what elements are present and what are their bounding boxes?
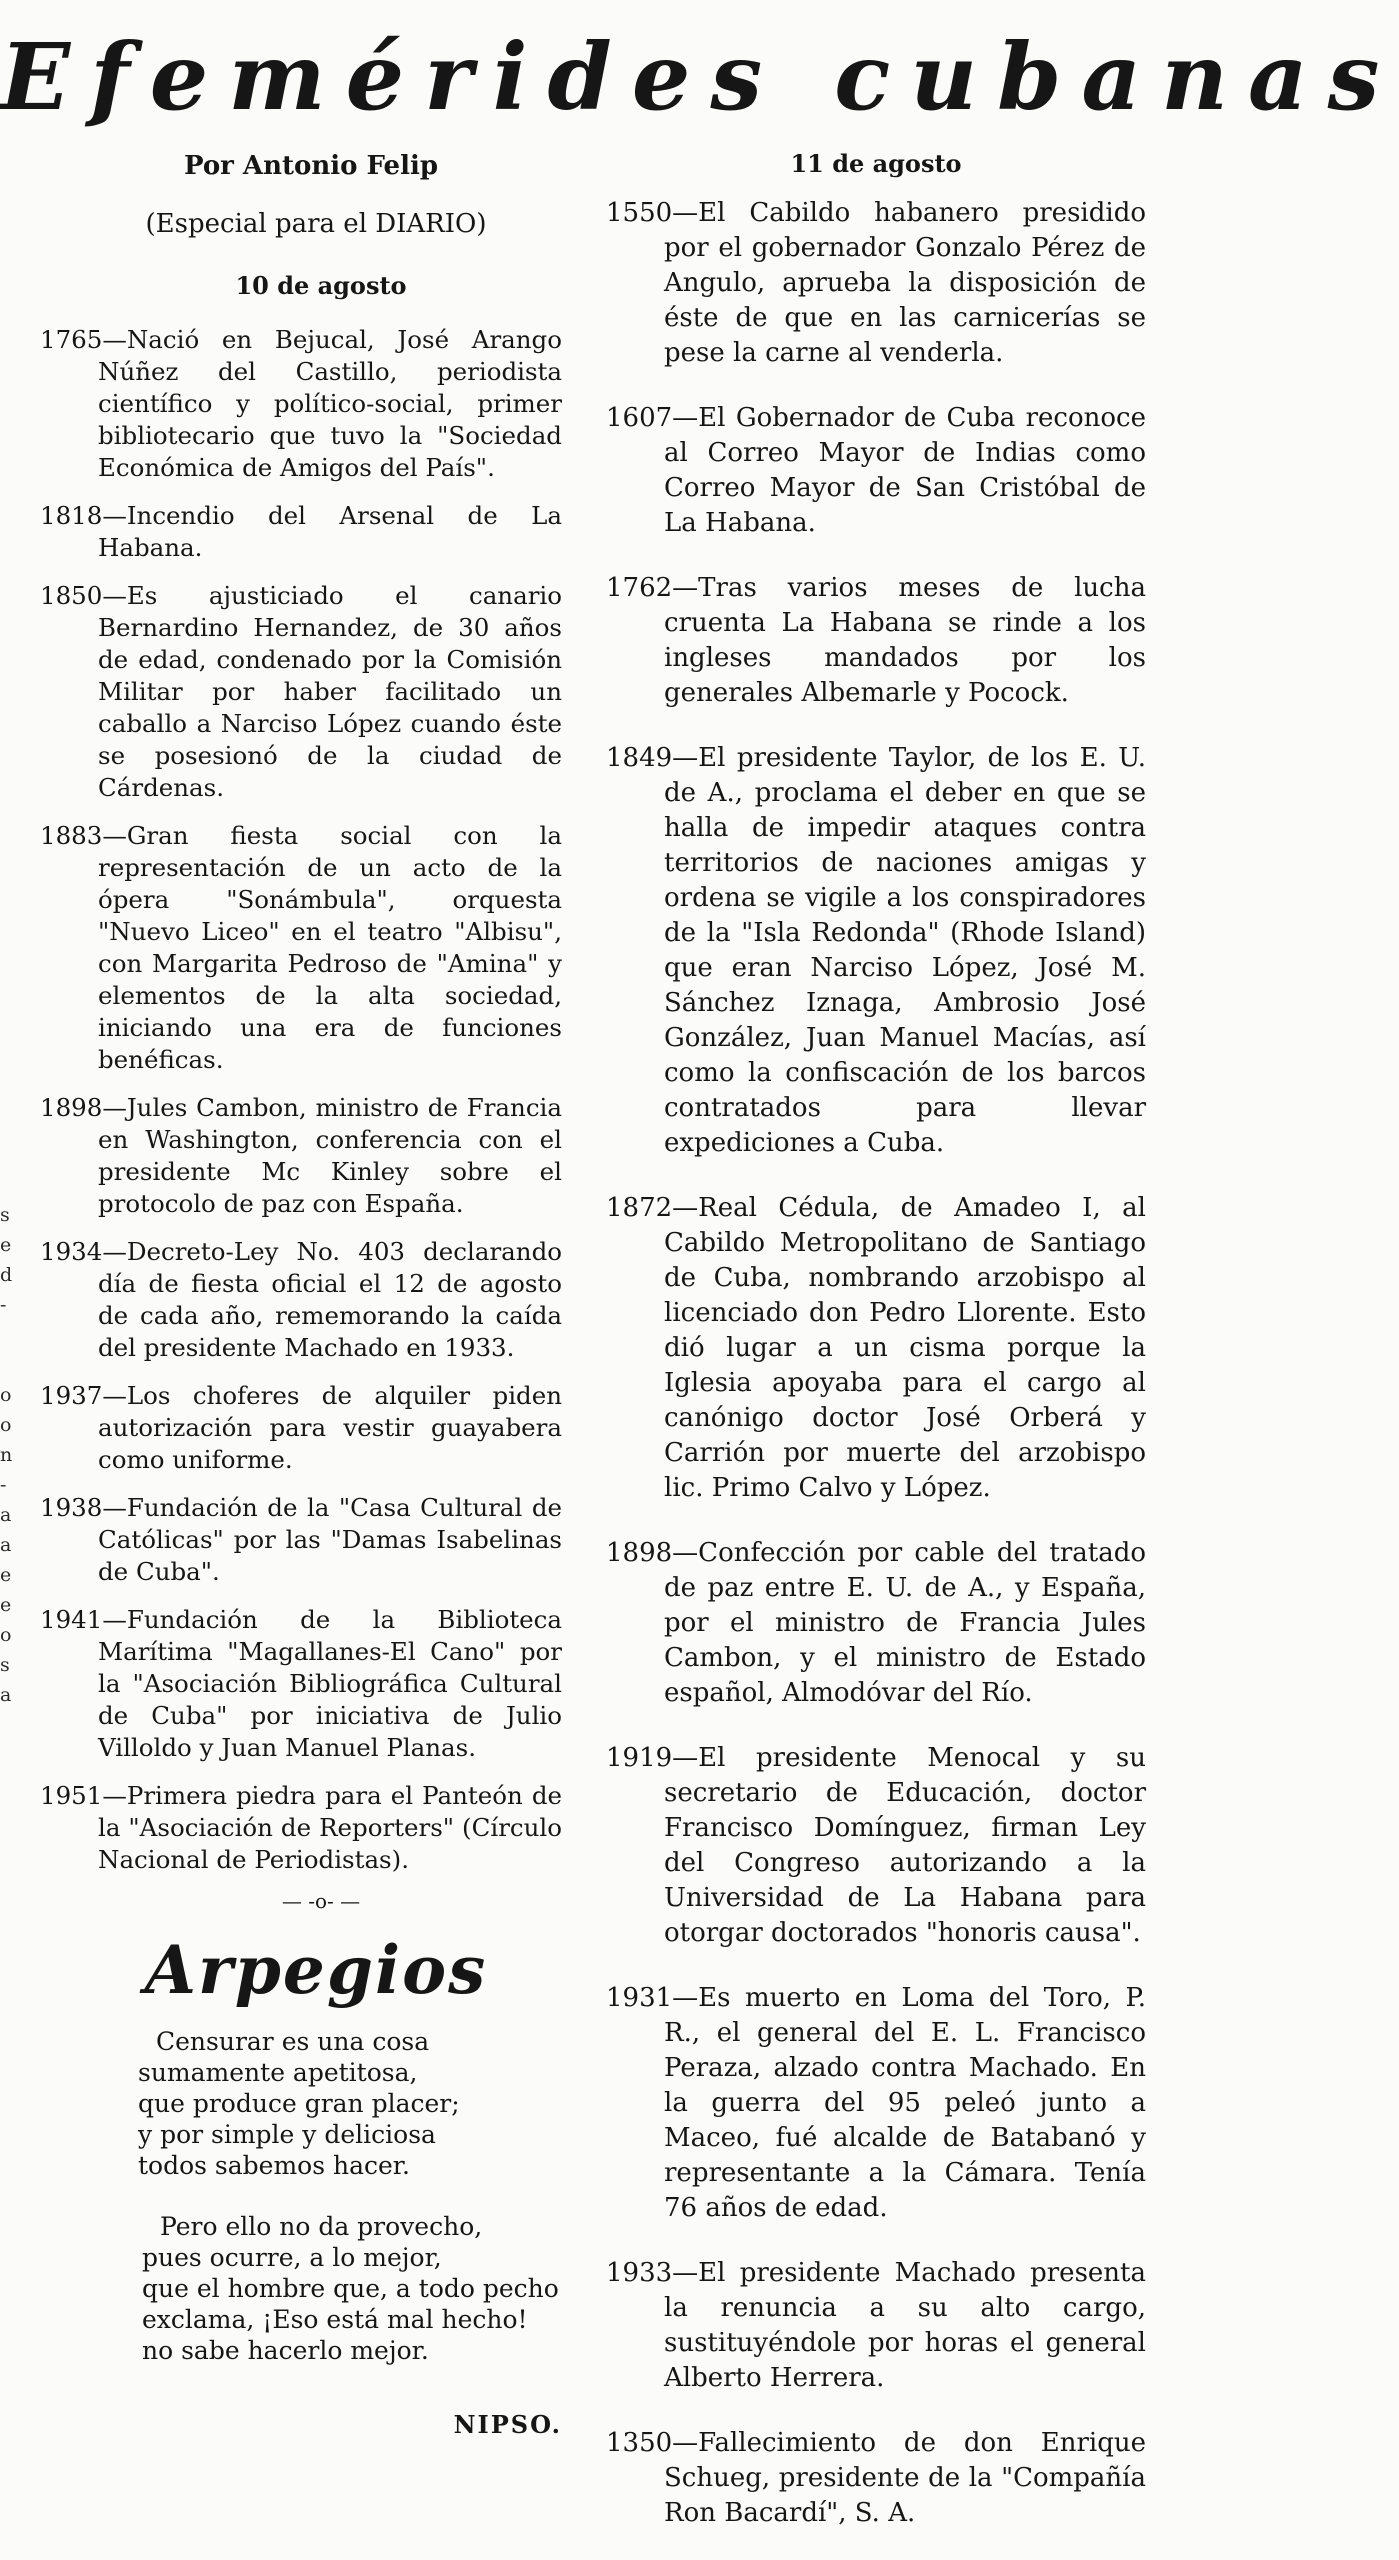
ephemeris-entry: 1941—Fundación de la Biblioteca Marítima "Magallanes-El Cano" por la "Asociación Bibliográfica Cultural de Cuba" por iniciativa de Julio Villoldo y Juan Manuel Planas.: [40, 1605, 562, 1762]
ephemeris-entry: 1883—Gran fiesta social con la representación de un acto de la ópera "Sonámbula", orquesta "Nuevo Liceo" en el teatro "Albisu", con Margarita Pedroso de "Amina" y elementos de la alta sociedad, iniciando una era de funciones benéficas.: [40, 821, 562, 1074]
ephemeris-entry: 1850—Es ajusticiado el canario Bernardino Hernandez, de 30 años de edad, condenado por la Comisión Militar por haber facilitado un caballo a Narciso López cuando éste se posesionó de la ciudad de Cárdenas.: [40, 581, 562, 802]
poem-stanza-2: [40, 2211, 562, 2366]
poem-line: que produce gran placer;: [138, 2089, 460, 2118]
author-byline: Por Antonio Felip: [183, 151, 439, 181]
ephemeris-entry: 1350—Fallecimiento de don Enrique Schueg, presidente de la "Compañía Ron Bacardí", S. A.: [606, 2428, 1146, 2528]
date-heading-aug-11: 11 de agosto: [790, 149, 962, 178]
left-entries-list: [40, 324, 562, 1876]
ephemeris-entry: 1898—Confección por cable del tratado de paz entre E. U. de A., y España, por el ministro de Francia Jules Cambon, y el ministro de Estado español, Almodóvar del Río.: [606, 1538, 1146, 1708]
poem-line: Pero ello no da provecho,: [160, 2212, 483, 2241]
ephemeris-entry: 1849—El presidente Taylor, de los E. U. de A., proclama el deber en que se halla de impedir ataques contra territorios de naciones amigas y ordena se vigile a los conspiradores de la "Isla Redonda" (Rhode Island) que eran Narciso López, José M. Sánchez Iznaga, Ambrosio José González, Juan Manuel Macías, así como la confiscación de los barcos contratados para llevar expediciones a Cuba.: [606, 743, 1146, 1158]
poem-line: Censurar es una cosa: [156, 2027, 430, 2056]
poem-line: todos sabemos hacer.: [138, 2151, 410, 2180]
section-divider: — -o- —: [281, 1889, 361, 1913]
poem-line: exclama, ¡Eso está mal hecho!: [142, 2305, 528, 2334]
poem-line: y por simple y deliciosa: [138, 2120, 436, 2149]
newspaper-headline: Efemérides cubanas: [0, 23, 1399, 131]
ephemeris-entry: 1951—Primera piedra para el Panteón de la "Asociación de Reporters" (Círculo Nacional de Periodistas).: [40, 1781, 562, 1874]
ephemeris-entry: 1898—Jules Cambon, ministro de Francia en Washington, conferencia con el presidente Mc Kinley sobre el protocolo de paz con España.: [40, 1093, 562, 1218]
ephemeris-entry: 1818—Incendio del Arsenal de La Habana.: [40, 501, 562, 562]
poem-signature: NIPSO.: [453, 2410, 562, 2439]
poem-line: pues ocurre, a lo mejor,: [142, 2243, 442, 2272]
poem-title: Arpegios: [144, 1931, 488, 2009]
date-heading-aug-10: 10 de agosto: [235, 271, 407, 300]
ephemeris-entry: 1938—Fundación de la "Casa Cultural de Católicas" por las "Damas Isabelinas de Cuba".: [40, 1493, 562, 1586]
ephemeris-entry: 1933—El presidente Machado presenta la renuncia a su alto cargo, sustituyéndole por horas el general Alberto Herrera.: [606, 2258, 1146, 2393]
poem-line: que el hombre que, a todo pecho: [142, 2274, 559, 2303]
ephemeris-entry: 1934—Decreto-Ley No. 403 declarando día de fiesta oficial el 12 de agosto de cada año, rememorando la caída del presidente Machado en 1933.: [40, 1237, 562, 1362]
poem-stanza-1: [40, 2026, 562, 2181]
ephemeris-entry: 1762—Tras varios meses de lucha cruenta La Habana se rinde a los ingleses mandados por los generales Albemarle y Pocock.: [606, 573, 1146, 708]
left-column: [40, 148, 562, 2439]
ephemeris-entry: 1919—El presidente Menocal y su secretario de Educación, doctor Francisco Domínguez, firman Ley del Congreso autorizando a la Universidad de La Habana para otorgar doctorados "honoris causa".: [606, 1743, 1146, 1948]
ephemeris-entry: 1550—El Cabildo habanero presidido por el gobernador Gonzalo Pérez de Angulo, aprueba la disposición de éste de que en las carnicerías se pese la carne al venderla.: [606, 198, 1146, 368]
right-entries-list: [606, 196, 1146, 2531]
ephemeris-entry: 1872—Real Cédula, de Amadeo I, al Cabildo Metropolitano de Santiago de Cuba, nombrando arzobispo al licenciado don Pedro Llorente. Esto dió lugar a un cisma porque la Iglesia apoyaba para el cargo al canónigo doctor José Orberá y Carrión por muerte del arzobispo lic. Primo Calvo y López.: [606, 1193, 1146, 1503]
poem-line: sumamente apetitosa,: [138, 2058, 418, 2087]
special-note: (Especial para el DIARIO): [145, 209, 487, 239]
ephemeris-entry: 1607—El Gobernador de Cuba reconoce al Correo Mayor de Indias como Correo Mayor de San Cristóbal de La Habana.: [606, 403, 1146, 538]
right-column: [606, 148, 1146, 2551]
ephemeris-entry: 1937—Los choferes de alquiler piden autorización para vestir guayabera como uniforme.: [40, 1381, 562, 1474]
clipped-adjacent-column: s e d - o o n - a a e e o s a: [0, 1204, 13, 1706]
ephemeris-entry: 1765—Nació en Bejucal, José Arango Núñez del Castillo, periodista científico y político-social, primer bibliotecario que tuvo la "Sociedad Económica de Amigos del País".: [40, 325, 562, 482]
ephemeris-entry: 1931—Es muerto en Loma del Toro, P. R., el general del E. L. Francisco Peraza, alzado contra Machado. En la guerra del 95 peleó junto a Maceo, fué alcalde de Batabanó y representante a la Cámara. Tenía 76 años de edad.: [606, 1983, 1146, 2223]
poem-line: no sabe hacerlo mejor.: [142, 2336, 429, 2365]
